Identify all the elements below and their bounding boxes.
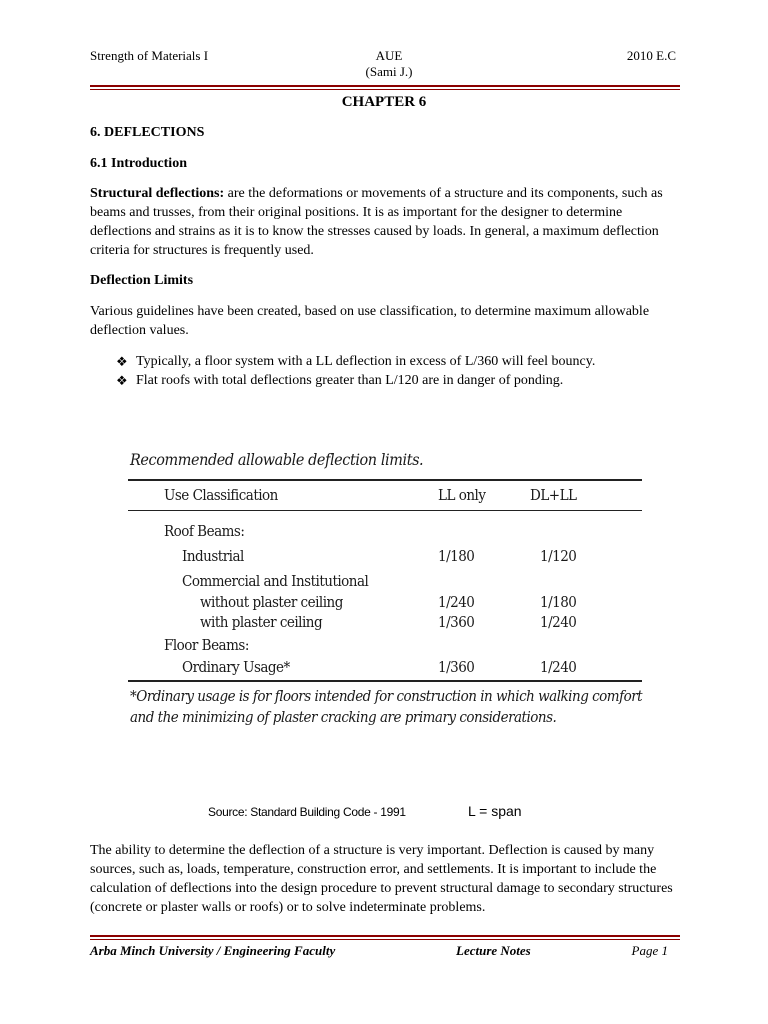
table-row-label: Roof Beams: [164, 522, 245, 540]
table-row-label: Commercial and Institutional [182, 572, 369, 590]
page-number: Page 1 [631, 943, 668, 958]
list-item [116, 371, 676, 390]
header-course-title: Strength of Materials I [90, 48, 209, 63]
diamond-bullet-icon: ❖ [116, 373, 128, 388]
span-definition: L = span [468, 803, 522, 819]
table-row-label: Industrial [182, 547, 244, 565]
diamond-bullet-icon: ❖ [116, 354, 128, 369]
footer-rule [90, 935, 680, 937]
footer-institution: Arba Minch University / Engineering Faculty [90, 943, 336, 958]
table-header-ll: LL only [438, 486, 486, 504]
intro-text: are the deformations or movements of a structure and its components, such as beams and trusses, from their original positions. It is as important for the designer to determine deflections and strains as it is to know the stresses caused by loads. In general, a maximum deflection criteria for structures is frequently used. [90, 186, 663, 258]
table-cell-dlll: 1/240 [540, 658, 577, 676]
section-title: 6. DEFLECTIONS [90, 125, 205, 140]
table-header-dlll: DL+LL [530, 486, 577, 504]
table-cell-dlll: 1/240 [540, 613, 577, 631]
table-row-label: with plaster ceiling [200, 613, 323, 631]
table-cell-ll: 1/240 [438, 593, 475, 611]
header-rule [90, 85, 680, 87]
footer-rule-thin [90, 939, 680, 940]
table-cell-ll: 1/360 [438, 658, 475, 676]
table-footnote: *Ordinary usage is for floors intended for construction in which walking comfort and the minimizing of plaster cracking are primary considerations. [130, 687, 643, 726]
header-year: 2010 E.C [626, 48, 676, 63]
list-item [116, 352, 676, 371]
table-row-label: without plaster ceiling [200, 593, 343, 611]
footer-doc-type: Lecture Notes [456, 943, 531, 958]
chapter-title: CHAPTER 6 [341, 94, 427, 110]
table-cell-dlll: 1/180 [540, 593, 577, 611]
subsection-title: 6.1 Introduction [90, 156, 187, 171]
table-cell-ll: 1/180 [438, 547, 475, 565]
header-rule-thin [90, 89, 680, 90]
header-institution [334, 48, 444, 80]
closing-paragraph: The ability to determine the deflection of a structure is very important. Deflection is caused by many sources, such as, loads, temperature, construction error, and settlements. It is important to include the calculation of deflections into the design procedure to prevent structural damage to secondary structures (concrete or plaster walls or roofs) or to solve indeterminate problems. [90, 843, 673, 915]
limits-heading: Deflection Limits [90, 273, 194, 288]
table-cell-dlll: 1/120 [540, 547, 577, 565]
bullet-list [116, 352, 676, 390]
table-row-label: Ordinary Usage* [182, 658, 290, 676]
table-header-use: Use Classification [164, 486, 278, 504]
intro-paragraph [90, 184, 680, 260]
limits-paragraph: Various guidelines have been created, based on use classification, to determine maximum allowable deflection values. [90, 304, 650, 338]
bullet-text: Flat roofs with total deflections greater than L/120 are in danger of ponding. [136, 373, 564, 388]
intro-term: Structural deflections: [90, 186, 225, 201]
header-author: (Sami J.) [365, 64, 413, 79]
table-row-label: Floor Beams: [164, 636, 249, 654]
table-cell-ll: 1/360 [438, 613, 475, 631]
bullet-text: Typically, a floor system with a LL deflection in excess of L/360 will feel bouncy. [136, 354, 596, 369]
table-rule-bottom [128, 680, 642, 682]
table-rule-top [128, 479, 642, 481]
table-source: Source: Standard Building Code - 1991 [208, 805, 406, 819]
table-title: Recommended allowable deflection limits. [130, 450, 424, 469]
header-institution-name: AUE [375, 48, 403, 63]
table-rule-mid [128, 510, 642, 511]
